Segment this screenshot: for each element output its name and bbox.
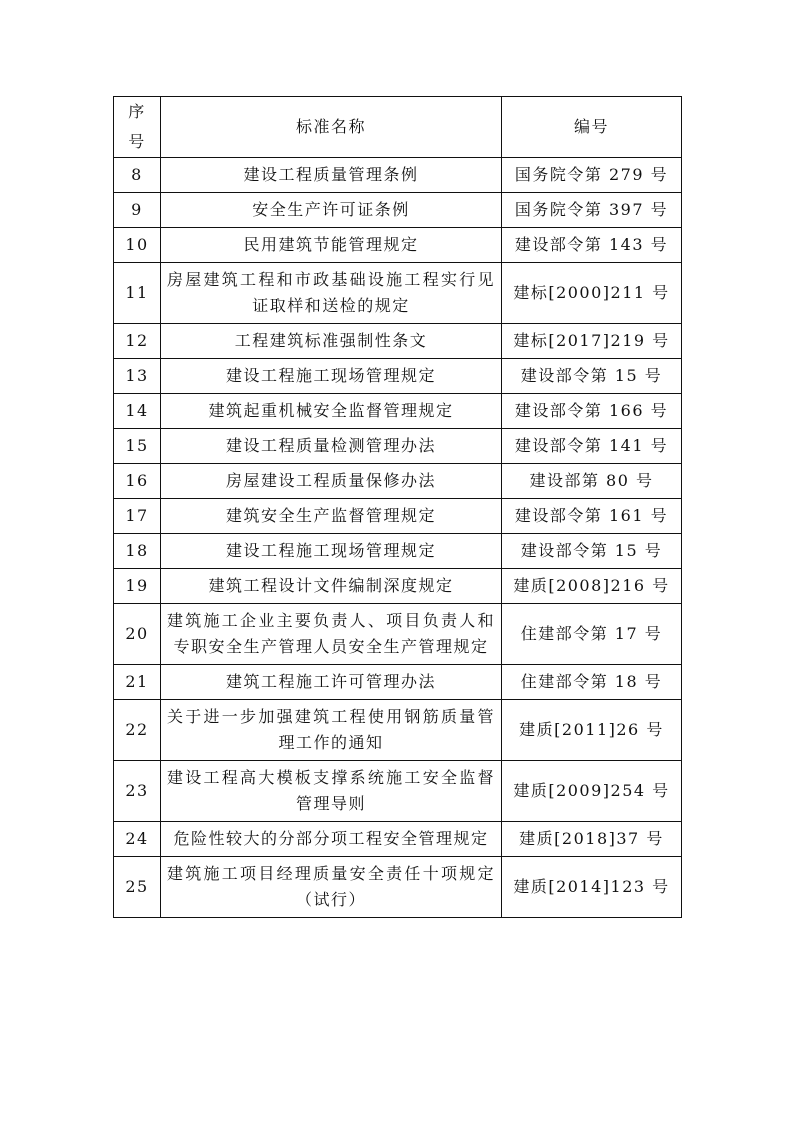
row-serial-number: 9 [114,193,161,228]
row-serial-number: 8 [114,158,161,193]
row-standard-name: 房屋建设工程质量保修办法 [161,464,502,499]
row-document-code: 建质[2011]26 号 [502,700,682,761]
row-standard-name: 民用建筑节能管理规定 [161,228,502,263]
row-standard-name: 工程建筑标准强制性条文 [161,324,502,359]
table-row [114,665,682,700]
row-serial-number: 24 [114,822,161,857]
table-row [114,464,682,499]
table-row [114,857,682,918]
row-document-code: 建标[2017]219 号 [502,324,682,359]
row-document-code: 建设部令第 143 号 [502,228,682,263]
row-serial-number: 19 [114,569,161,604]
table-row [114,394,682,429]
row-document-code: 建质[2008]216 号 [502,569,682,604]
row-document-code: 国务院令第 397 号 [502,193,682,228]
row-standard-name: 建筑安全生产监督管理规定 [161,499,502,534]
row-serial-number: 22 [114,700,161,761]
row-document-code: 建设部令第 161 号 [502,499,682,534]
table-row [114,193,682,228]
row-standard-name: 安全生产许可证条例 [161,193,502,228]
row-serial-number: 13 [114,359,161,394]
table-header-row [114,97,682,158]
row-standard-name: 危险性较大的分部分项工程安全管理规定 [161,822,502,857]
row-document-code: 建设部令第 141 号 [502,429,682,464]
row-document-code: 建设部令第 166 号 [502,394,682,429]
header-document-code: 编号 [502,97,682,158]
table-row [114,700,682,761]
row-standard-name: 建设工程质量检测管理办法 [161,429,502,464]
table-row [114,158,682,193]
row-serial-number: 20 [114,604,161,665]
row-document-code: 建质[2014]123 号 [502,857,682,918]
table-row [114,228,682,263]
row-serial-number: 11 [114,263,161,324]
row-document-code: 建设部第 80 号 [502,464,682,499]
row-document-code: 建质[2018]37 号 [502,822,682,857]
table-row [114,499,682,534]
row-standard-name: 关于进一步加强建筑工程使用钢筋质量管理工作的通知 [161,700,502,761]
row-serial-number: 23 [114,761,161,822]
row-serial-number: 16 [114,464,161,499]
row-standard-name: 建设工程质量管理条例 [161,158,502,193]
row-serial-number: 18 [114,534,161,569]
row-document-code: 建设部令第 15 号 [502,359,682,394]
table-row [114,534,682,569]
row-standard-name: 建设工程施工现场管理规定 [161,534,502,569]
table-row [114,761,682,822]
standards-table [113,96,682,918]
table-row [114,263,682,324]
row-document-code: 建质[2009]254 号 [502,761,682,822]
table-row [114,822,682,857]
row-standard-name: 房屋建筑工程和市政基础设施工程实行见证取样和送检的规定 [161,263,502,324]
table-row [114,569,682,604]
row-serial-number: 12 [114,324,161,359]
row-document-code: 住建部令第 18 号 [502,665,682,700]
row-serial-number: 15 [114,429,161,464]
row-serial-number: 17 [114,499,161,534]
row-serial-number: 14 [114,394,161,429]
table-row [114,359,682,394]
row-document-code: 建标[2000]211 号 [502,263,682,324]
row-serial-number: 21 [114,665,161,700]
row-document-code: 建设部令第 15 号 [502,534,682,569]
row-standard-name: 建筑施工项目经理质量安全责任十项规定（试行） [161,857,502,918]
header-standard-name: 标准名称 [161,97,502,158]
row-standard-name: 建设工程施工现场管理规定 [161,359,502,394]
row-standard-name: 建筑起重机械安全监督管理规定 [161,394,502,429]
row-standard-name: 建筑施工企业主要负责人、项目负责人和专职安全生产管理人员安全生产管理规定 [161,604,502,665]
table-row [114,604,682,665]
row-document-code: 国务院令第 279 号 [502,158,682,193]
row-document-code: 住建部令第 17 号 [502,604,682,665]
table-row [114,429,682,464]
row-standard-name: 建筑工程施工许可管理办法 [161,665,502,700]
row-standard-name: 建设工程高大模板支撑系统施工安全监督管理导则 [161,761,502,822]
row-serial-number: 10 [114,228,161,263]
row-standard-name: 建筑工程设计文件编制深度规定 [161,569,502,604]
table-row [114,324,682,359]
row-serial-number: 25 [114,857,161,918]
header-serial-number: 序号 [114,97,161,158]
